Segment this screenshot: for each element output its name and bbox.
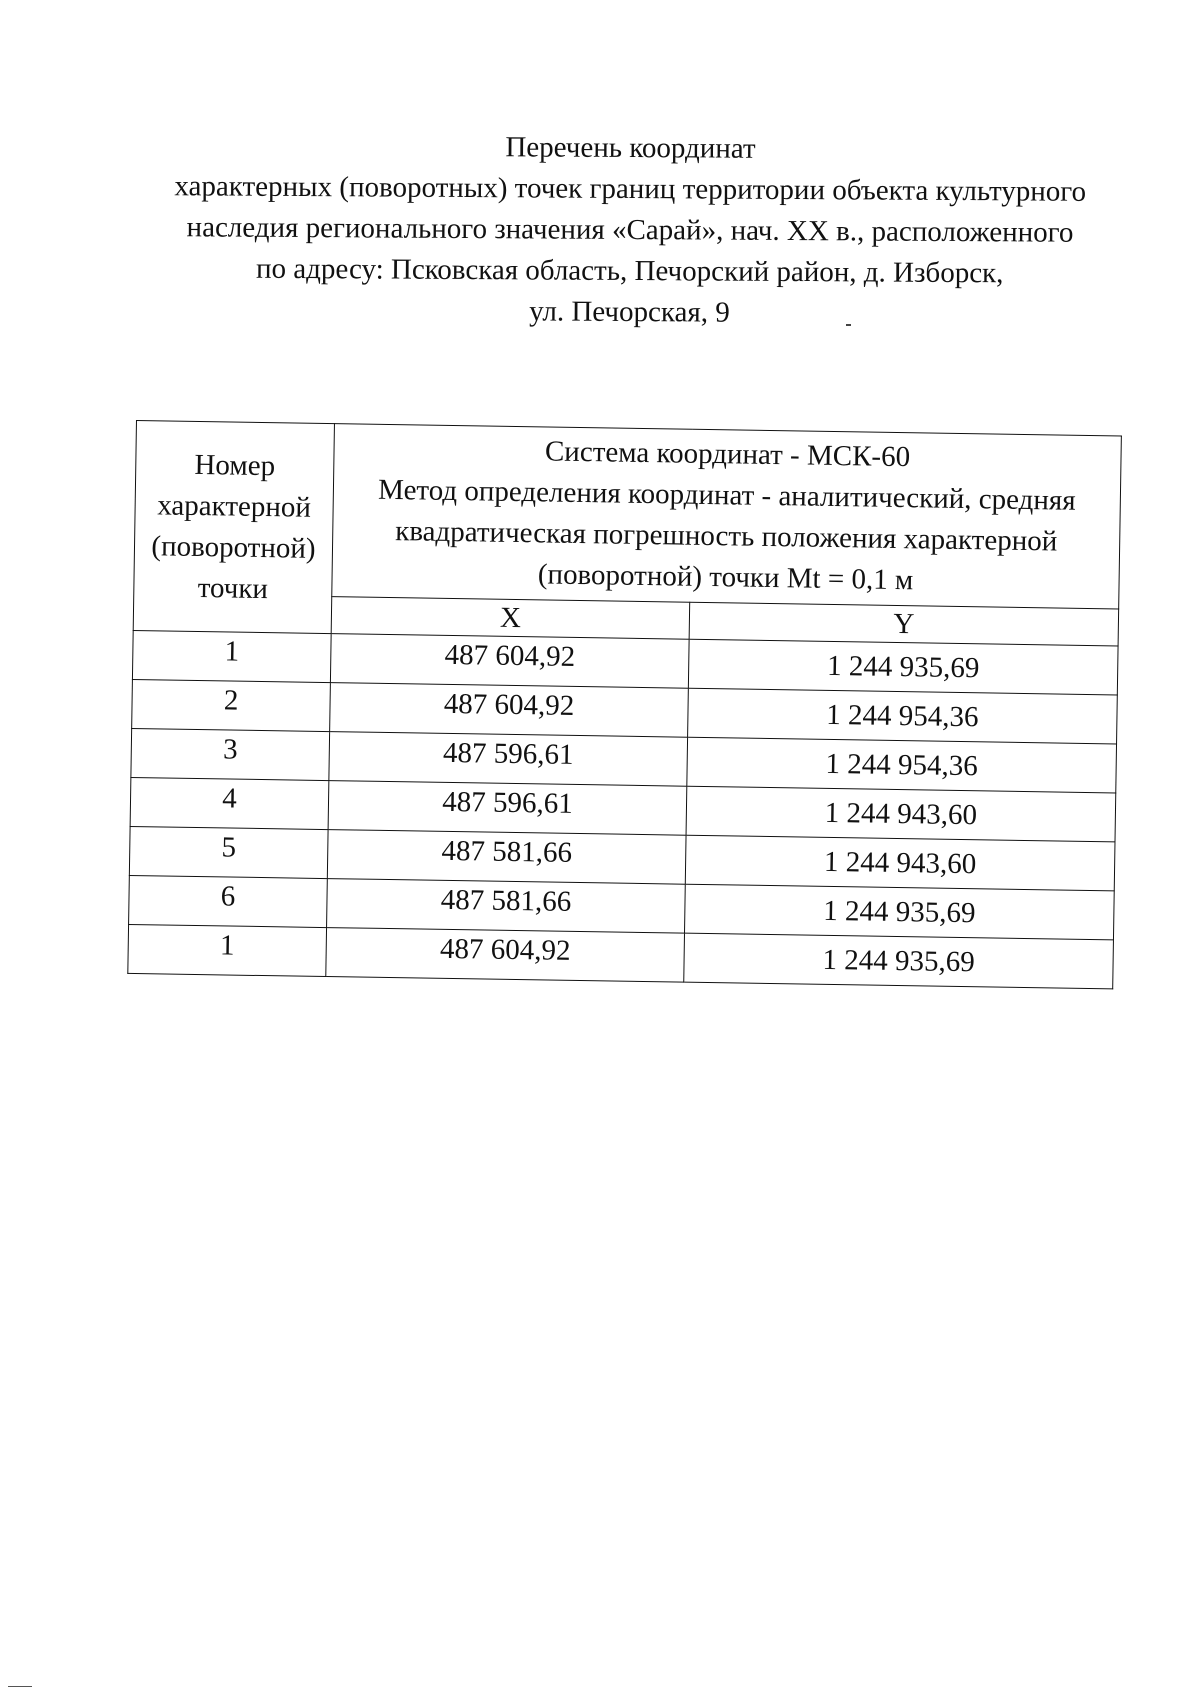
y-coordinate-cell: 1 244 935,69: [688, 639, 1118, 695]
margin-mark: [8, 1686, 32, 1687]
x-coordinate-cell: 487 596,61: [328, 781, 687, 836]
point-number-cell: 5: [129, 826, 328, 878]
heading-line: Перечень координат: [505, 131, 756, 165]
stray-mark: [846, 324, 851, 326]
point-number-cell: 4: [130, 777, 329, 829]
x-coordinate-cell: 487 604,92: [326, 928, 685, 983]
heading-line: по адресу: Псковская область, Печорский район, д. Изборск,: [255, 252, 1004, 290]
y-header: Y: [689, 602, 1119, 646]
x-coordinate-cell: 487 581,66: [327, 879, 686, 934]
x-coordinate-cell: 487 596,61: [329, 732, 688, 787]
coordinates-table: [127, 420, 1122, 989]
point-number-cell: 1: [128, 924, 327, 976]
header-line: Номер: [194, 448, 276, 482]
x-coordinate-cell: 487 604,92: [330, 634, 689, 689]
y-coordinate-cell: 1 244 954,36: [688, 688, 1118, 744]
header-line: Метод определения координат - аналитический, средняя: [377, 473, 1076, 517]
y-coordinate-cell: 1 244 935,69: [685, 884, 1115, 940]
coordinates-table-container: [127, 420, 1121, 989]
header-line: характерной: [157, 488, 312, 524]
point-number-cell: 2: [132, 679, 331, 731]
table-header-row: [134, 421, 1122, 609]
point-number-cell: 3: [131, 728, 330, 780]
heading-line: ул. Печорская, 9: [529, 295, 730, 329]
heading-line: характерных (поворотных) точек границ территории объекта культурного: [174, 170, 1087, 208]
x-coordinate-cell: 487 581,66: [327, 830, 686, 885]
point-number-header: [133, 421, 334, 634]
point-number-cell: 1: [132, 630, 331, 682]
x-header: X: [331, 597, 690, 640]
header-line: (поворотной): [151, 529, 316, 565]
x-coordinate-cell: 487 604,92: [330, 683, 689, 738]
y-coordinate-cell: 1 244 935,69: [684, 933, 1114, 989]
heading-line: наследия регионального значения «Сарай», нач. XX в., расположенного: [186, 211, 1074, 249]
point-number-cell: 6: [129, 875, 328, 927]
header-line: Система координат - МСК-60: [544, 435, 911, 474]
header-line: (поворотной) точки Mt = 0,1 м: [537, 558, 914, 597]
y-coordinate-cell: 1 244 954,36: [687, 737, 1117, 793]
document-heading: [129, 125, 1130, 336]
header-line: точки: [197, 571, 269, 605]
coordinate-system-header: [332, 424, 1122, 609]
y-coordinate-cell: 1 244 943,60: [685, 835, 1115, 891]
header-line: квадратическая погрешность положения характерной: [395, 515, 1058, 558]
y-coordinate-cell: 1 244 943,60: [686, 786, 1116, 842]
